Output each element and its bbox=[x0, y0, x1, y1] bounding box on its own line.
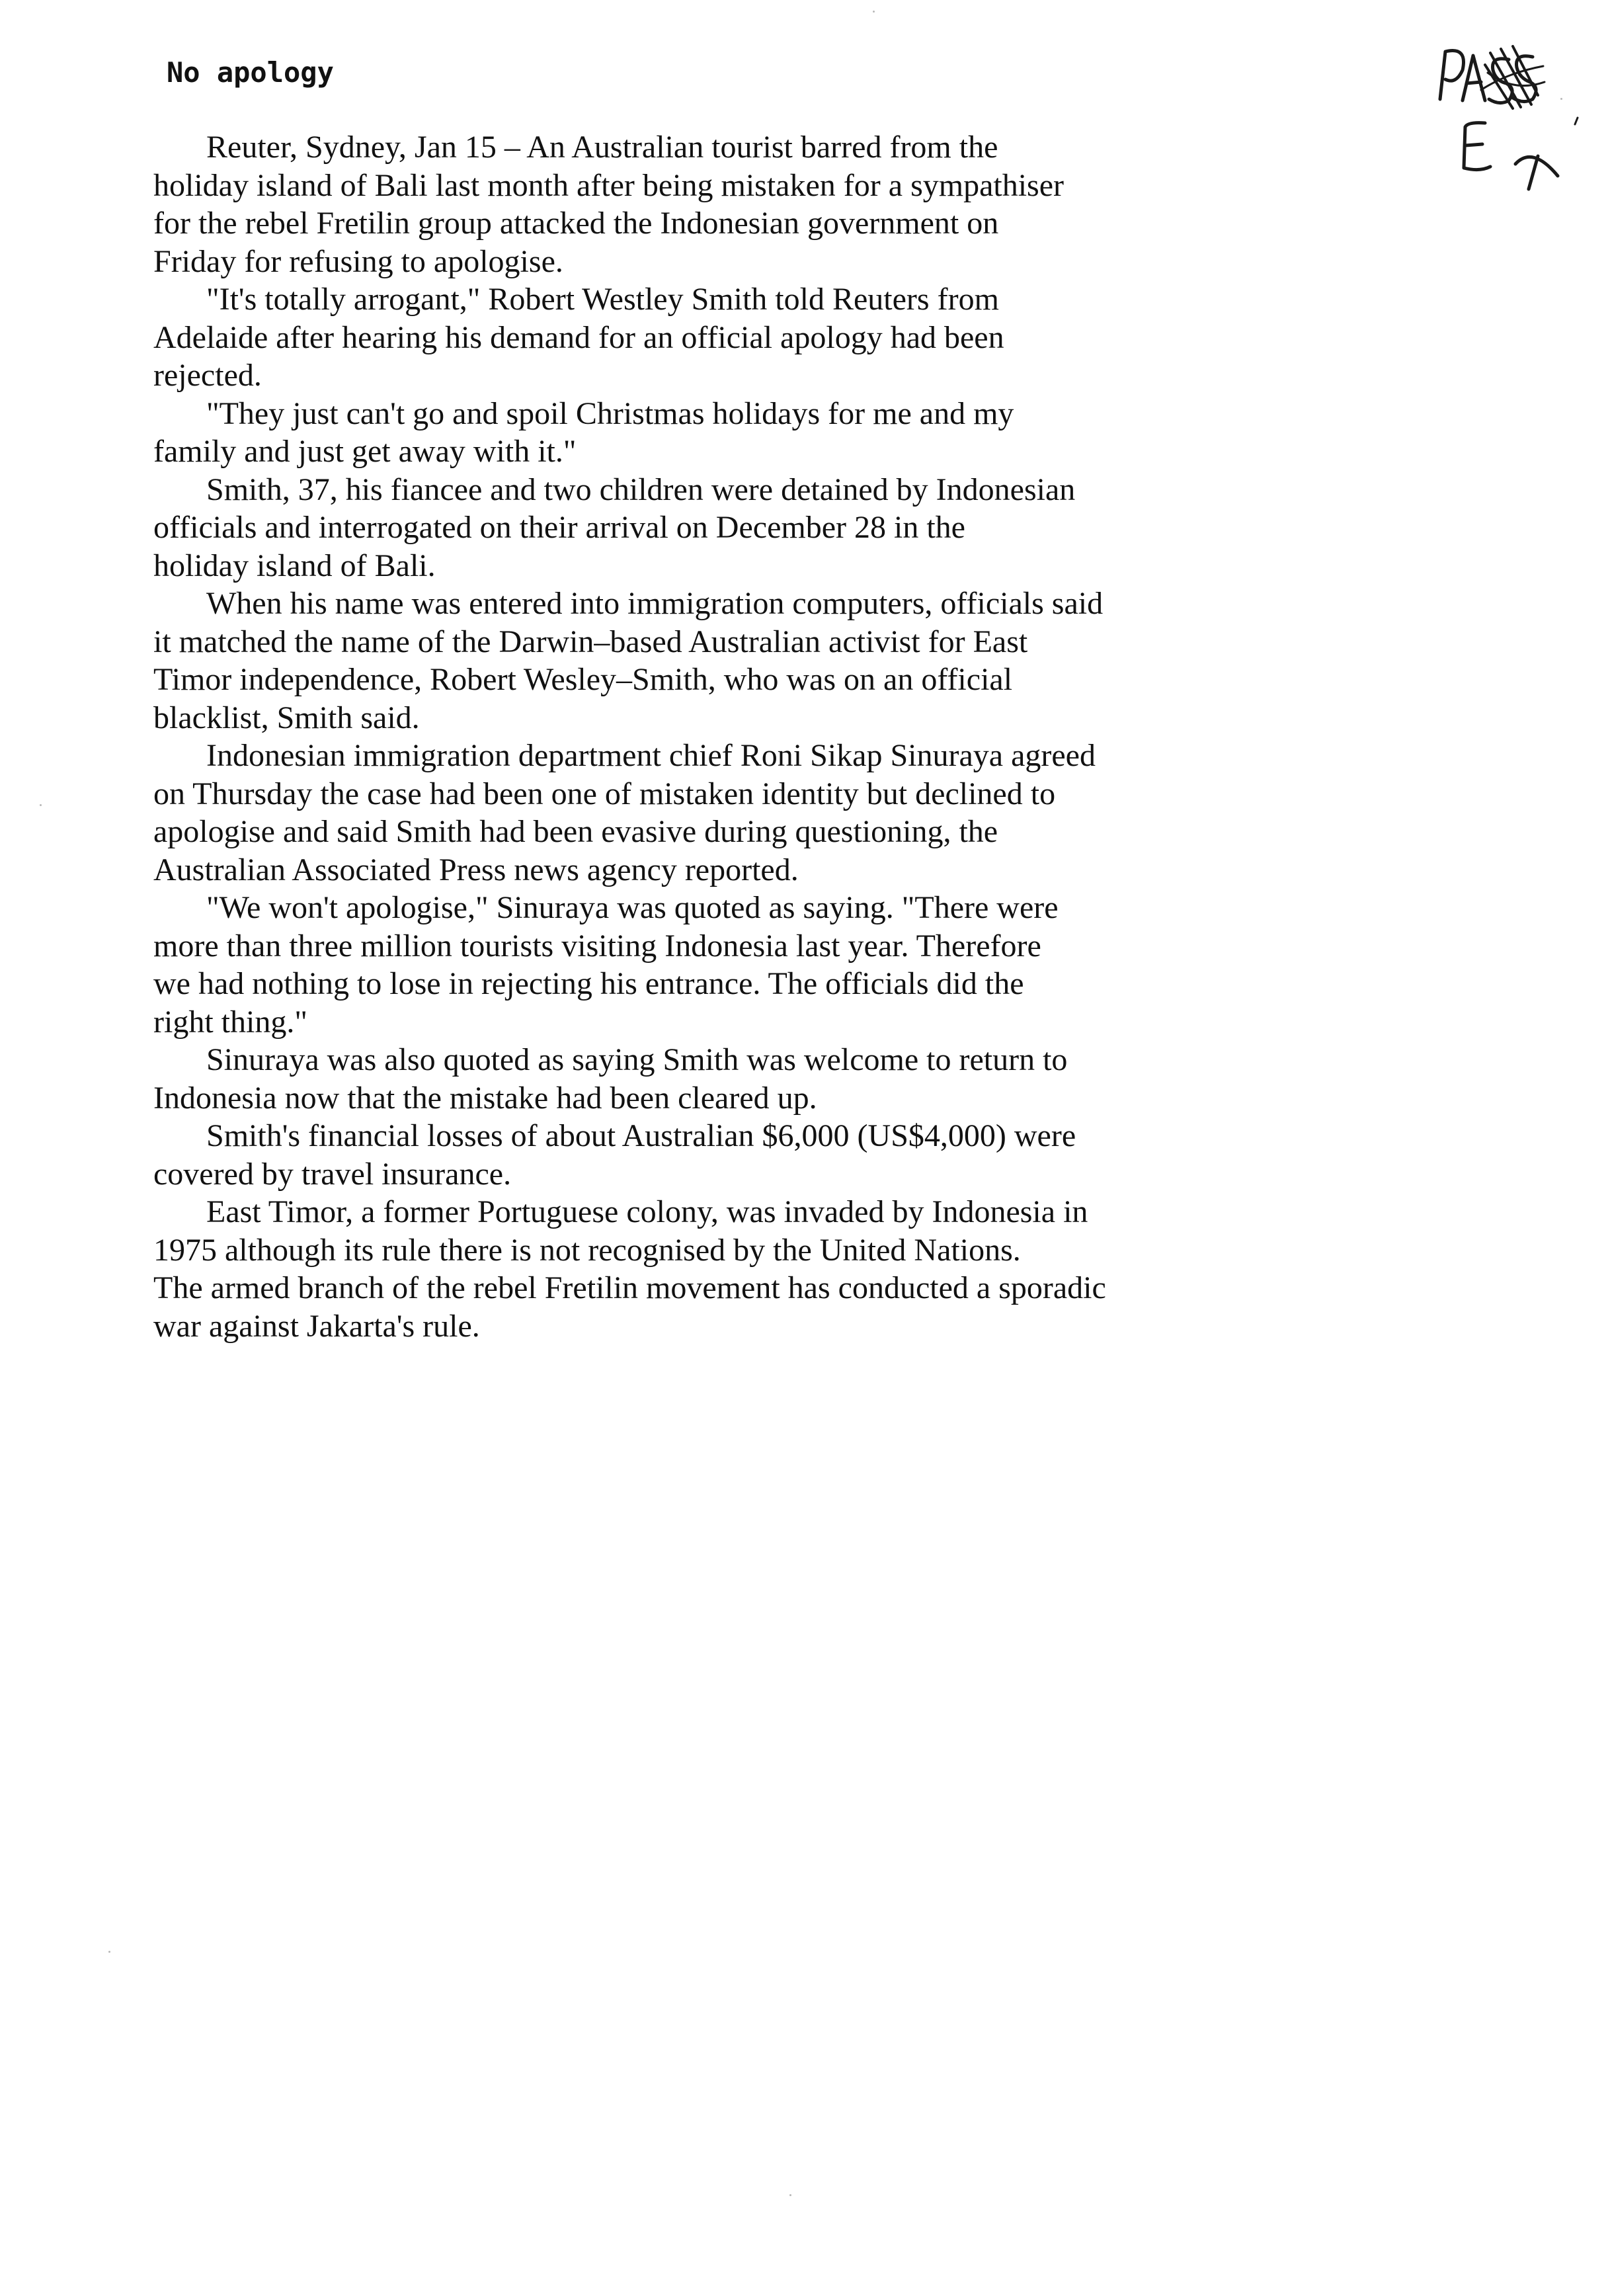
text-line: apologise and said Smith had been evasive during questioning, the bbox=[153, 814, 998, 849]
scan-speck bbox=[1560, 98, 1562, 100]
text-line: East Timor, a former Portuguese colony, was invaded by Indonesia in bbox=[206, 1194, 1088, 1229]
scribble-stroke bbox=[1464, 123, 1490, 170]
paragraph-8 bbox=[153, 1041, 1211, 1117]
text-line: The armed branch of the rebel Fretilin movement has conducted a sporadic bbox=[153, 1270, 1106, 1305]
paragraph-2 bbox=[153, 280, 1211, 395]
text-line: holiday island of Bali. bbox=[153, 548, 436, 583]
text-line: 1975 although its rule there is not recognised by the United Nations. bbox=[153, 1232, 1021, 1268]
text-line: blacklist, Smith said. bbox=[153, 700, 420, 735]
text-line: Smith, 37, his fiancee and two children were detained by Indonesian bbox=[206, 472, 1076, 507]
text-line: Smith's financial losses of about Australian $6,000 (US$4,000) were bbox=[206, 1118, 1076, 1153]
paragraph-9 bbox=[153, 1117, 1211, 1193]
paragraph-6 bbox=[153, 737, 1211, 889]
text-line: Australian Associated Press news agency reported. bbox=[153, 852, 799, 887]
paragraph-10 bbox=[153, 1193, 1211, 1345]
paragraph-3 bbox=[153, 395, 1211, 471]
text-line: Indonesian immigration department chief Roni Sikap Sinuraya agreed bbox=[206, 738, 1096, 773]
headline: No apology bbox=[167, 56, 334, 89]
paragraph-5 bbox=[153, 585, 1211, 737]
text-line: Reuter, Sydney, Jan 15 – An Australian tourist barred from the bbox=[206, 130, 998, 165]
paragraph-7 bbox=[153, 889, 1211, 1041]
text-line: family and just get away with it." bbox=[153, 434, 577, 469]
text-line: for the rebel Fretilin group attacked the Indonesian government on bbox=[153, 206, 999, 241]
article-body bbox=[153, 128, 1211, 1345]
text-line: Friday for refusing to apologise. bbox=[153, 243, 563, 279]
text-line: on Thursday the case had been one of mistaken identity but declined to bbox=[153, 776, 1056, 811]
text-line: war against Jakarta's rule. bbox=[153, 1308, 480, 1344]
paragraph-4 bbox=[153, 471, 1211, 585]
paragraph-1 bbox=[153, 128, 1211, 280]
text-line: Timor independence, Robert Wesley–Smith, who was on an official bbox=[153, 662, 1013, 697]
text-line: holiday island of Bali last month after being mistaken for a sympathiser bbox=[153, 167, 1065, 203]
text-line: "It's totally arrogant," Robert Westley Smith told Reuters from bbox=[206, 282, 999, 317]
scan-speck bbox=[789, 2194, 791, 2196]
scribble-stroke bbox=[1440, 51, 1464, 99]
text-line: officials and interrogated on their arrival on December 28 in the bbox=[153, 510, 965, 545]
scribble-stroke bbox=[1463, 56, 1485, 101]
text-line: covered by travel insurance. bbox=[153, 1156, 512, 1192]
scribble-stroke bbox=[1575, 118, 1578, 124]
text-line: it matched the name of the Darwin–based Australian activist for East bbox=[153, 624, 1028, 659]
text-line: Sinuraya was also quoted as saying Smith was welcome to return to bbox=[206, 1042, 1068, 1077]
scan-speck bbox=[108, 1951, 110, 1953]
handwritten-annotation bbox=[1422, 26, 1593, 192]
text-line: we had nothing to lose in rejecting his entrance. The officials did the bbox=[153, 966, 1024, 1001]
scan-speck bbox=[40, 804, 42, 806]
text-line: When his name was entered into immigration computers, officials said bbox=[206, 586, 1104, 621]
scan-speck bbox=[873, 11, 875, 13]
text-line: "We won't apologise," Sinuraya was quoted as saying. "There were bbox=[206, 890, 1059, 925]
text-line: Adelaide after hearing his demand for an official apology had been bbox=[153, 319, 1004, 355]
text-line: more than three million tourists visiting Indonesia last year. Therefore bbox=[153, 928, 1041, 964]
scribble-stroke bbox=[1515, 156, 1558, 189]
text-line: rejected. bbox=[153, 358, 262, 393]
text-line: "They just can't go and spoil Christmas holidays for me and my bbox=[206, 395, 1014, 431]
text-line: right thing." bbox=[153, 1004, 307, 1040]
text-line: Indonesia now that the mistake had been cleared up. bbox=[153, 1080, 817, 1116]
